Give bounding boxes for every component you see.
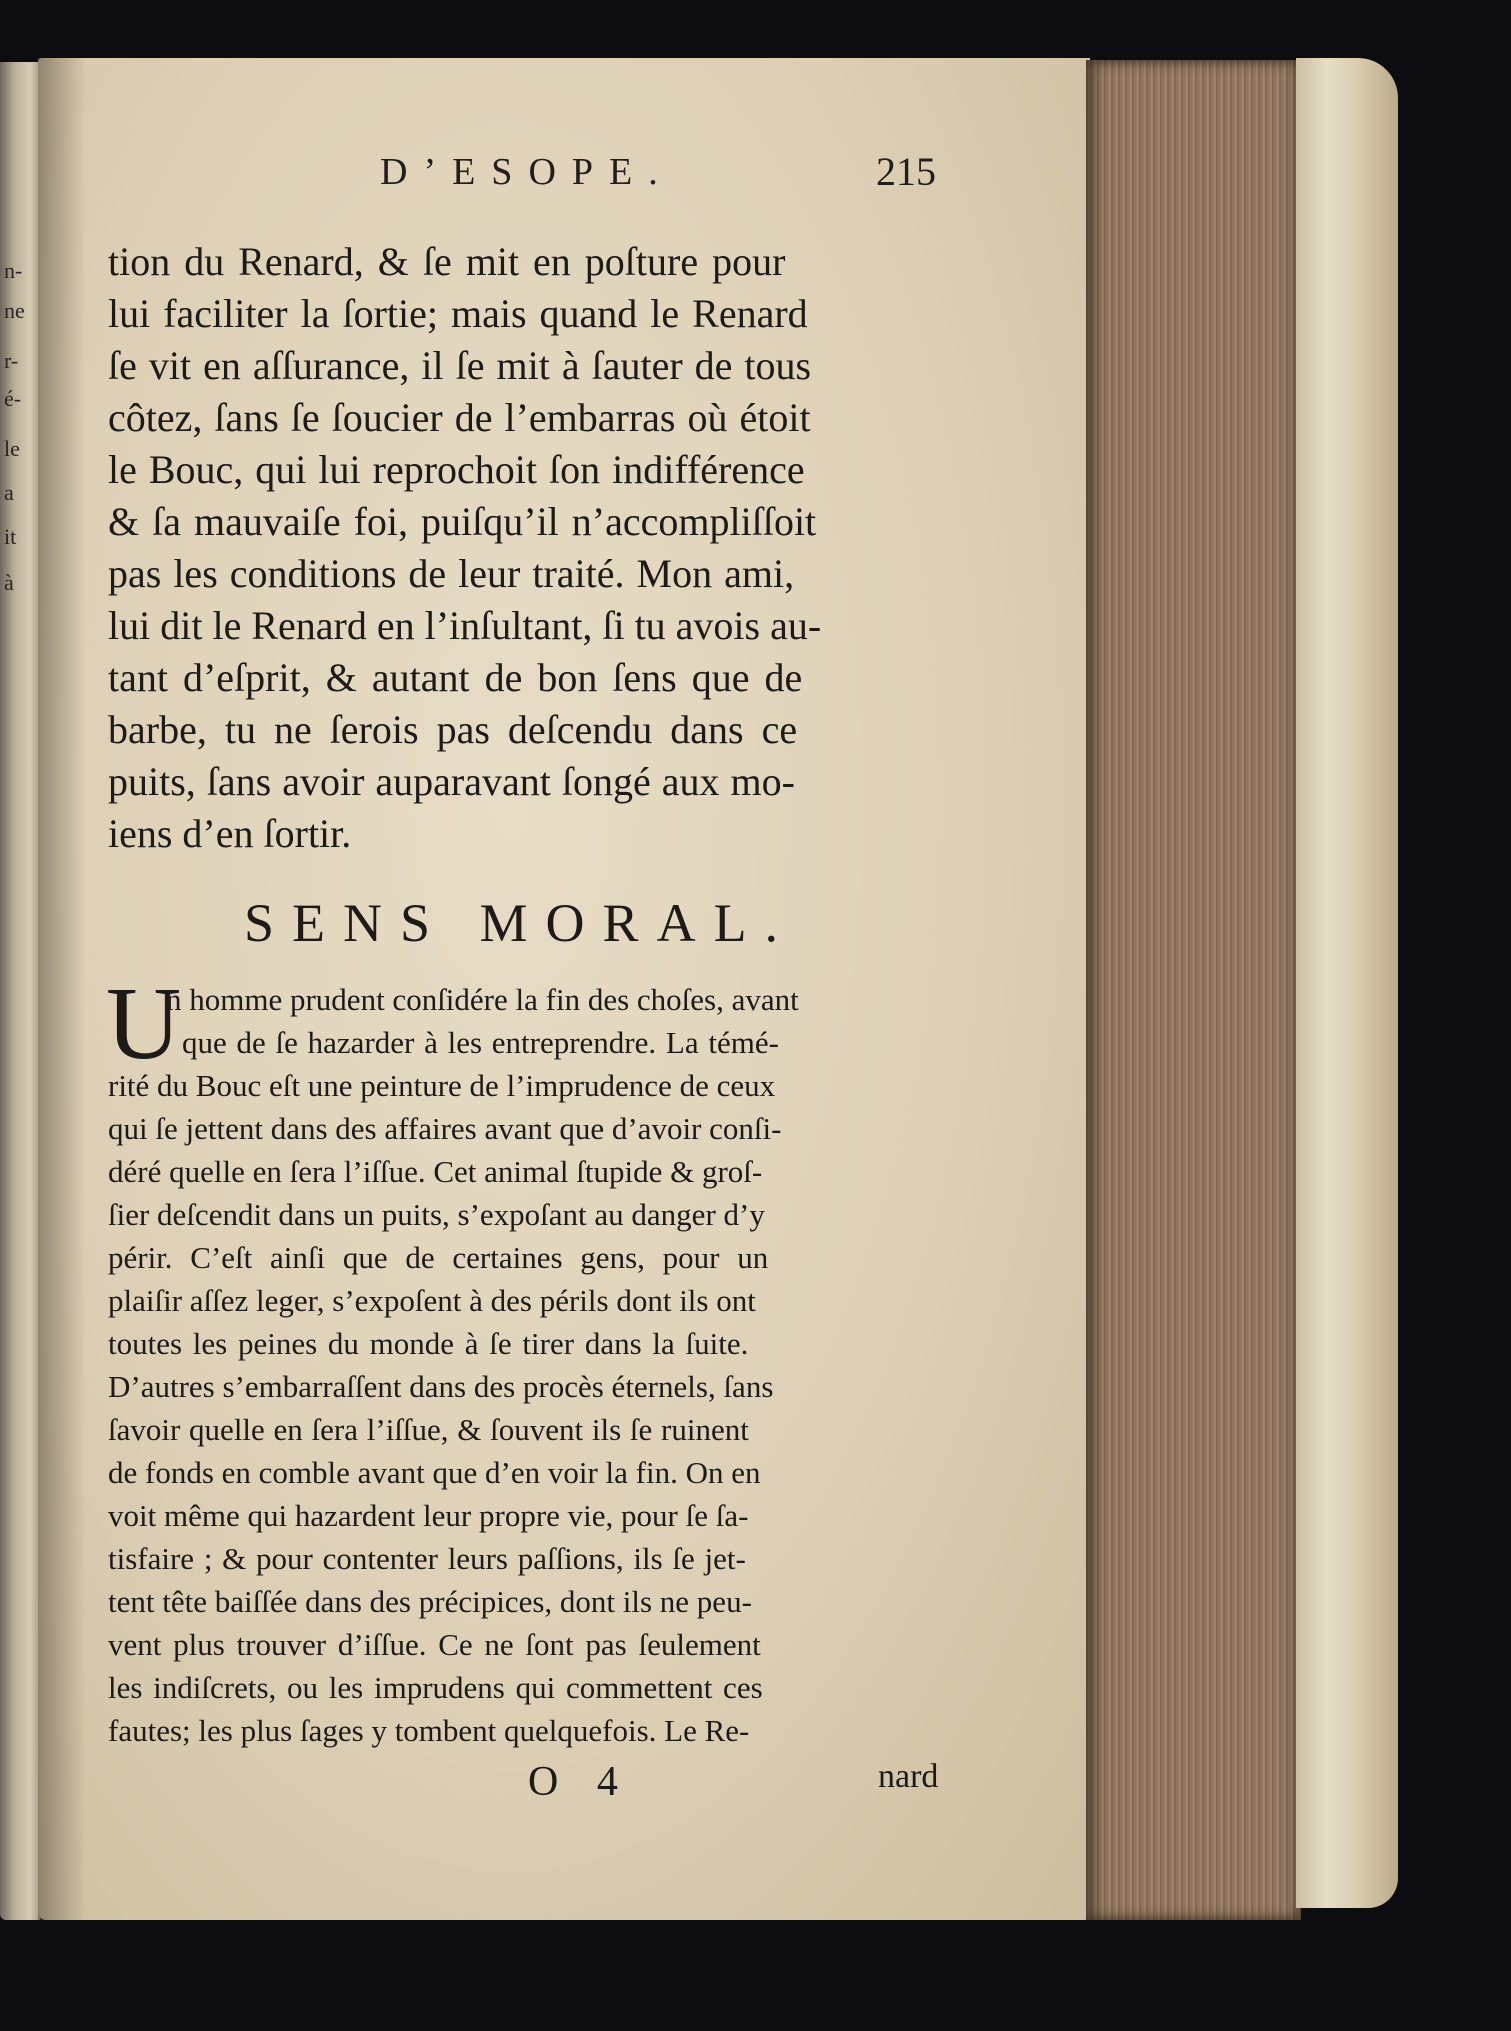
fable-line: côtez, ſans ſe ſoucier de l’embarras où étoit — [108, 395, 811, 440]
page-number: 215 — [876, 149, 936, 194]
moral-line: ſier deſcendit dans un puits, s’expoſant au danger d’y — [108, 1197, 765, 1232]
fable-line: puits, ſans avoir auparavant ſongé aux mo- — [108, 759, 795, 804]
fable-line: le Bouc, qui lui reprochoit ſon indifférence — [108, 447, 805, 492]
fable-line: barbe, tu ne ſerois pas deſcendu dans ce — [108, 707, 798, 752]
moral-line: n homme prudent conſidére la fin des choſes, avant — [166, 982, 799, 1017]
running-head: D’ESOPE. — [380, 151, 674, 193]
previous-page-fragment: r- — [4, 348, 19, 373]
catchword: nard — [878, 1758, 939, 1795]
moral-line: voit même qui hazardent leur propre vie, pour ſe ſa- — [108, 1498, 749, 1533]
moral-line: tisfaire ; & pour contenter leurs paſſions, ils ſe jet- — [108, 1541, 746, 1576]
signature-mark: O 4 — [528, 1759, 632, 1805]
fable-line: iens d’en ſortir. — [108, 811, 352, 856]
moral-line: D’autres s’embarraſſent dans des procès éternels, ſans — [108, 1369, 774, 1404]
moral-line: plaiſir aſſez leger, s’expoſent à des périls dont ils ont — [108, 1283, 756, 1318]
previous-page-fragment: ne — [4, 298, 25, 323]
previous-page-fragment: é- — [4, 386, 22, 411]
fable-line: tion du Renard, & ſe mit en poſture pour — [108, 239, 786, 284]
moral-line: vent plus trouver d’iſſue. Ce ne ſont pas ſeulement — [108, 1627, 761, 1662]
moral-line: ſavoir quelle en ſera l’iſſue, & ſouvent ils ſe ruinent — [108, 1412, 749, 1447]
fable-line: lui dit le Renard en l’inſultant, ſi tu avois au- — [108, 603, 822, 648]
moral-line: de fonds en comble avant que d’en voir la fin. On en — [108, 1455, 761, 1490]
fable-line: pas les conditions de leur traité. Mon ami, — [108, 551, 795, 596]
moral-line: que de ſe hazarder à les entreprendre. La témé- — [182, 1025, 779, 1060]
moral-line: qui ſe jettent dans des affaires avant que d’avoir conſi- — [108, 1111, 782, 1146]
moral-line: fautes; les plus ſages y tombent quelquefois. Le Re- — [108, 1713, 750, 1748]
moral-line: toutes les peines du monde à ſe tirer dans la ſuite. — [108, 1326, 749, 1361]
previous-page-fragment: à — [4, 570, 14, 595]
moral-line: tent tête baiſſée dans des précipices, dont ils ne peu- — [108, 1584, 752, 1619]
fable-line: tant d’eſprit, & autant de bon ſens que de — [108, 655, 803, 700]
page-fore-edge — [1086, 60, 1301, 1920]
moral-line: rité du Bouc eſt une peinture de l’imprudence de ceux — [108, 1068, 776, 1103]
fable-line: lui faciliter la ſortie; mais quand le Renard — [108, 291, 808, 336]
section-title: SENS MORAL. — [244, 893, 797, 953]
fable-line: ſe vit en aſſurance, il ſe mit à ſauter de tous — [108, 343, 812, 388]
drop-capital: U — [106, 966, 182, 1081]
moral-line: périr. C’eſt ainſi que de certaines gens, pour un — [108, 1240, 769, 1275]
moral-line: les indiſcrets, ou les imprudens qui commettent ces — [108, 1670, 763, 1705]
book-cover-edge — [1296, 58, 1398, 1908]
previous-page-edge — [0, 62, 40, 1920]
previous-page-fragment: it — [4, 524, 17, 549]
moral-line: déré quelle en ſera l’iſſue. Cet animal ſtupide & groſ- — [108, 1154, 763, 1189]
page-gutter-shadow — [38, 58, 86, 1920]
previous-page-fragment: n- — [4, 258, 23, 283]
fable-line: & ſa mauvaiſe foi, puiſqu’il n’accompliſſoit — [108, 499, 817, 544]
previous-page-fragment: le — [4, 436, 20, 461]
previous-page-fragment: a — [4, 480, 14, 505]
